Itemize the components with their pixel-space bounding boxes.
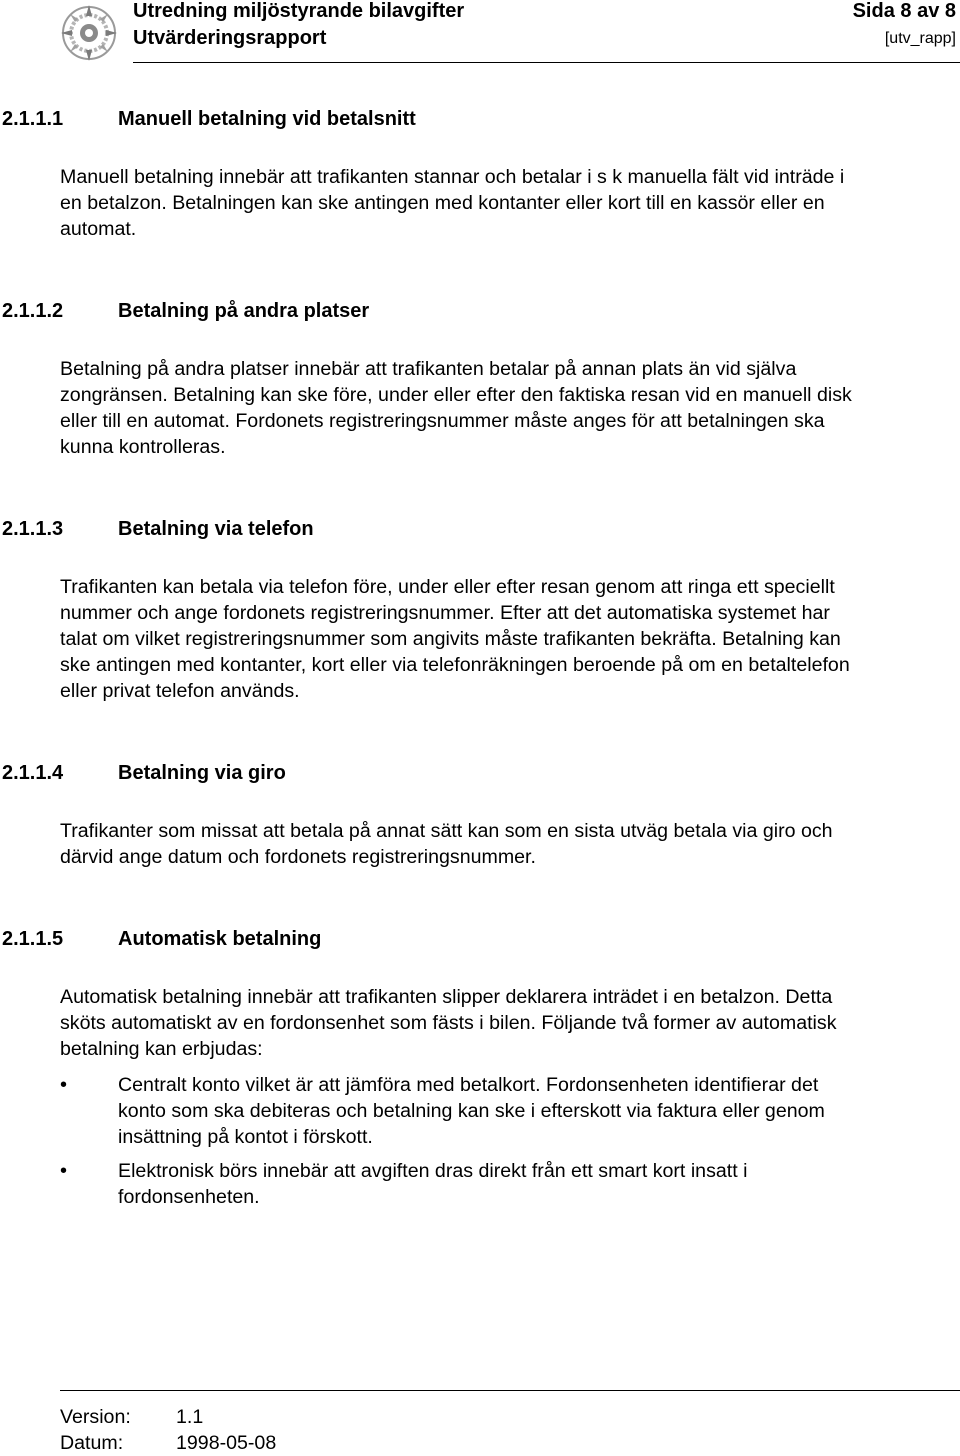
date-label: Datum:	[60, 1432, 124, 1454]
section-heading	[2, 514, 960, 544]
section-number: 2.1.1.1	[2, 108, 64, 130]
footer-version	[60, 1404, 203, 1430]
header-divider	[133, 62, 960, 63]
section-number: 2.1.1.4	[2, 762, 64, 784]
list-item	[60, 1158, 960, 1210]
date-value: 1998-05-08	[176, 1432, 277, 1454]
section-title: Automatisk betalning	[118, 928, 322, 950]
section-title: Betalning via telefon	[118, 518, 314, 540]
section-paragraph: Betalning på andra platser innebär att trafikanten betalar på annan plats än vid själva zongränsen. Betalning kan ske före, under eller efter den faktiska resan vid en manuell disk eller till en automat. Fordonets registreringsnummer måste anges för att betalningen ska kunna kontrolleras.	[60, 358, 852, 458]
footer-divider	[60, 1390, 960, 1391]
section-number: 2.1.1.2	[2, 300, 64, 322]
compass-logo-icon	[60, 4, 118, 62]
footer-date	[60, 1430, 276, 1456]
section-number: 2.1.1.5	[2, 928, 64, 950]
section-heading	[2, 104, 960, 134]
document-code: [utv_rapp]	[884, 30, 956, 47]
section-number: 2.1.1.3	[2, 518, 64, 540]
section-automatic-payment	[2, 924, 960, 1210]
bullet-icon: •	[60, 1160, 68, 1182]
section-title: Manuell betalning vid betalsnitt	[118, 108, 416, 130]
section-title: Betalning via giro	[118, 762, 286, 784]
bullet-list	[60, 1072, 960, 1210]
list-item-text: Elektronisk börs innebär att avgiften dras direkt från ett smart kort insatt i fordonsenheten.	[118, 1160, 748, 1208]
section-other-places	[2, 296, 960, 460]
version-value: 1.1	[176, 1406, 204, 1428]
document-body	[2, 104, 960, 1218]
section-paragraph: Trafikanter som missat att betala på annat sätt kan som en sista utväg betala via giro och därvid ange datum och fordonets registreringsnummer.	[60, 820, 833, 868]
section-heading	[2, 758, 960, 788]
header-title: Utredning miljöstyrande bilavgifter	[133, 0, 465, 22]
list-item	[60, 1072, 960, 1150]
section-paragraph: Trafikanten kan betala via telefon före, under eller efter resan genom att ringa ett speciellt nummer och ange fordonets registreringsnummer. Efter att det automatiska systemet har talat om vilket registreringsnummer som angivits måste trafikanten bekräfta. Betalning kan ske antingen med kontanter, kort eller via telefonräkningen beroende på om en betaltelefon eller privat telefon används.	[60, 576, 850, 702]
section-heading	[2, 924, 960, 954]
version-label: Version:	[60, 1406, 131, 1428]
bullet-icon: •	[60, 1074, 68, 1096]
section-paragraph: Automatisk betalning innebär att trafikanten slipper deklarera inträdet i en betalzon. Detta sköts automatiskt av en fordonsenhet som fästs i bilen. Följande två former av automatisk betalning kan erbjudas:	[60, 986, 837, 1060]
section-manual-payment	[2, 104, 960, 242]
list-item-text: Centralt konto vilket är att jämföra med betalkort. Fordonsenheten identifierar det konto som ska debiteras och betalning kan ske i efterskott via faktura eller genom insättning på kontot i förskott.	[118, 1074, 825, 1148]
header-subtitle: Utvärderingsrapport	[133, 27, 327, 49]
section-giro-payment	[2, 758, 960, 870]
page-number: Sida 8 av 8	[852, 0, 956, 22]
section-heading	[2, 296, 960, 326]
section-paragraph: Manuell betalning innebär att trafikanten stannar och betalar i s k manuella fält vid inträde i en betalzon. Betalningen kan ske antingen med kontanter eller kort till en kassör eller en automat.	[60, 166, 845, 240]
section-title: Betalning på andra platser	[118, 300, 370, 322]
section-phone-payment	[2, 514, 960, 704]
